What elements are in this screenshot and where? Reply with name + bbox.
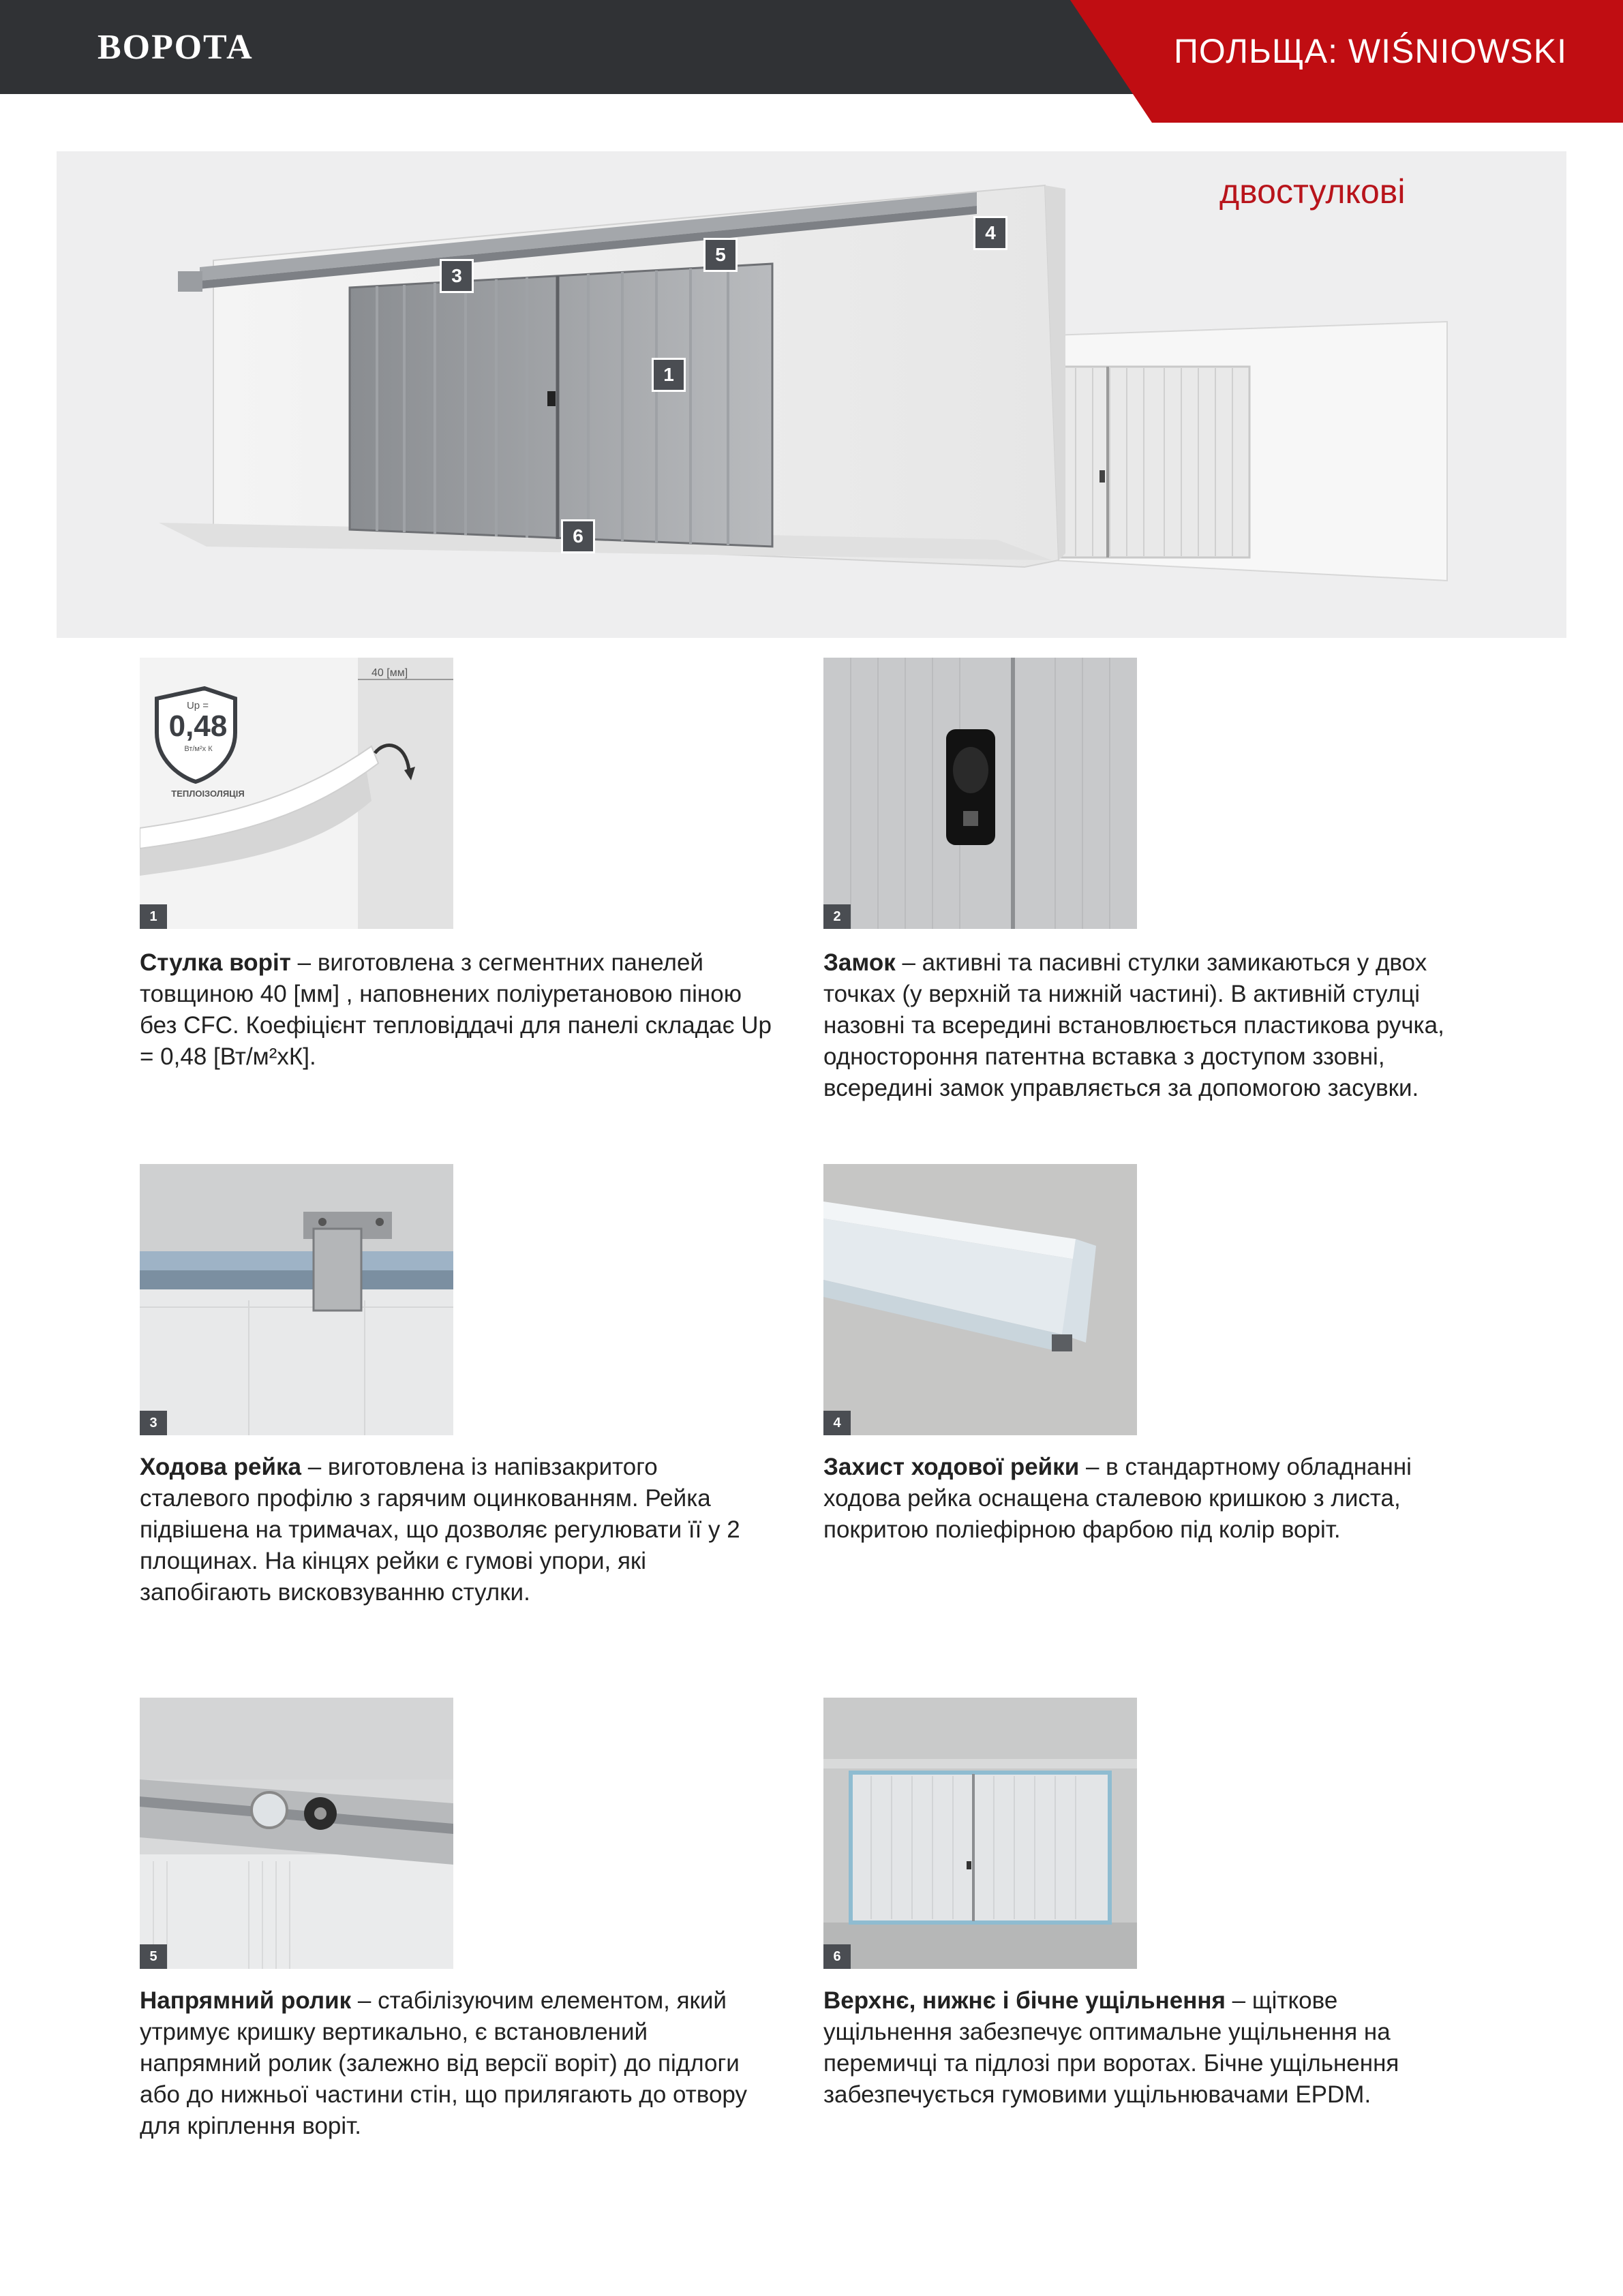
feature-5-description [140, 1985, 774, 2142]
feature-1-text: – виготовлена з сегментних панелей товщиною 40 [мм] , наповнених поліуретановою піною без CFC. Коефіцієнт тепловіддачі для панелі складає Up = 0,48 [Вт/м²хК]. [140, 949, 772, 1070]
feature-6-title: Верхнє, нижнє і бічне ущільнення [823, 1987, 1226, 2014]
feature-2-description [823, 947, 1457, 1104]
callout-1: 1 [652, 358, 686, 392]
callout-6: 6 [561, 519, 595, 553]
feature-4-image [823, 1164, 1137, 1435]
feature-1-number: 1 [140, 904, 167, 929]
feature-3-number: 3 [140, 1411, 167, 1435]
feature-5-text: – стабілізуючим елементом, який утримує кришку вертикально, є встановлений напрямний ролик (залежно від версії воріт) до підлоги або до нижньої частини стін, що прилягають до отвору для кріплення воріт. [140, 1987, 747, 2139]
feature-4-description [823, 1452, 1457, 1546]
brand-title: ПОЛЬЩА: WIŚNIOWSKI [1173, 32, 1567, 70]
feature-2-text: – активні та пасивні стулки замикаються у двох точках (у верхній та нижній частині). В активній стулці назовні та всередині встановлюється пластикова ручка, одностороння патентна вставка з доступом ззовні, всередині замок управляється за допомогою засувки. [823, 949, 1444, 1101]
feature-4-title: Захист ходової рейки [823, 1454, 1080, 1480]
feature-1-description [140, 947, 774, 1073]
feature-6-number: 6 [823, 1944, 851, 1969]
sliding-gate-illustration [57, 151, 1566, 638]
feature-1-title: Стулка воріт [140, 949, 291, 976]
feature-6-image [823, 1698, 1137, 1969]
insulation-value: 0,48 [168, 709, 228, 743]
section-title: ВОРОТА [97, 28, 254, 67]
callout-3: 3 [440, 259, 474, 293]
feature-5-image [140, 1698, 453, 1969]
feature-3-text: – виготовлена із напівзакритого сталевого профілю з гарячим оцинкованням. Рейка підвішена на тримачах, що дозволяє регулювати її у 2 площинах. На кінцях рейки є гумові упори, які запобігають висковзуванню стулки. [140, 1454, 740, 1606]
feature-3-image [140, 1164, 453, 1435]
hero-image [57, 151, 1566, 638]
feature-6-description [823, 1985, 1457, 2111]
feature-2-number: 2 [823, 904, 851, 929]
feature-5-title: Напрямний ролик [140, 1987, 352, 2014]
feature-3-title: Ходова рейка [140, 1454, 301, 1480]
feature-2-title: Замок [823, 949, 896, 976]
callout-4: 4 [973, 216, 1007, 250]
insulation-up-label: Up = [186, 700, 209, 711]
feature-4-number: 4 [823, 1411, 851, 1435]
insulation-caption: ТЕПЛОІЗОЛЯЦІЯ [171, 789, 245, 799]
hero-title: двостулкові [1219, 172, 1406, 211]
insulation-unit: Вт/м²х К [184, 745, 213, 753]
feature-5-number: 5 [140, 1944, 167, 1969]
feature-6-text: – щіткове ущільнення забезпечує оптимальне ущільнення на перемичці та підлозі при воротах. Бічне ущільнення забезпечується гумовими ущільнювачами EPDM. [823, 1987, 1399, 2108]
callout-5: 5 [703, 238, 738, 272]
feature-1-image [140, 658, 453, 929]
dimension-label: 40 [мм] [371, 667, 408, 679]
feature-3-description [140, 1452, 774, 1608]
feature-4-text: – в стандартному обладнанні ходова рейка оснащена сталевою кришкою з листа, покритою поліефірною фарбою під колір воріт. [823, 1454, 1412, 1543]
feature-2-image [823, 658, 1137, 929]
